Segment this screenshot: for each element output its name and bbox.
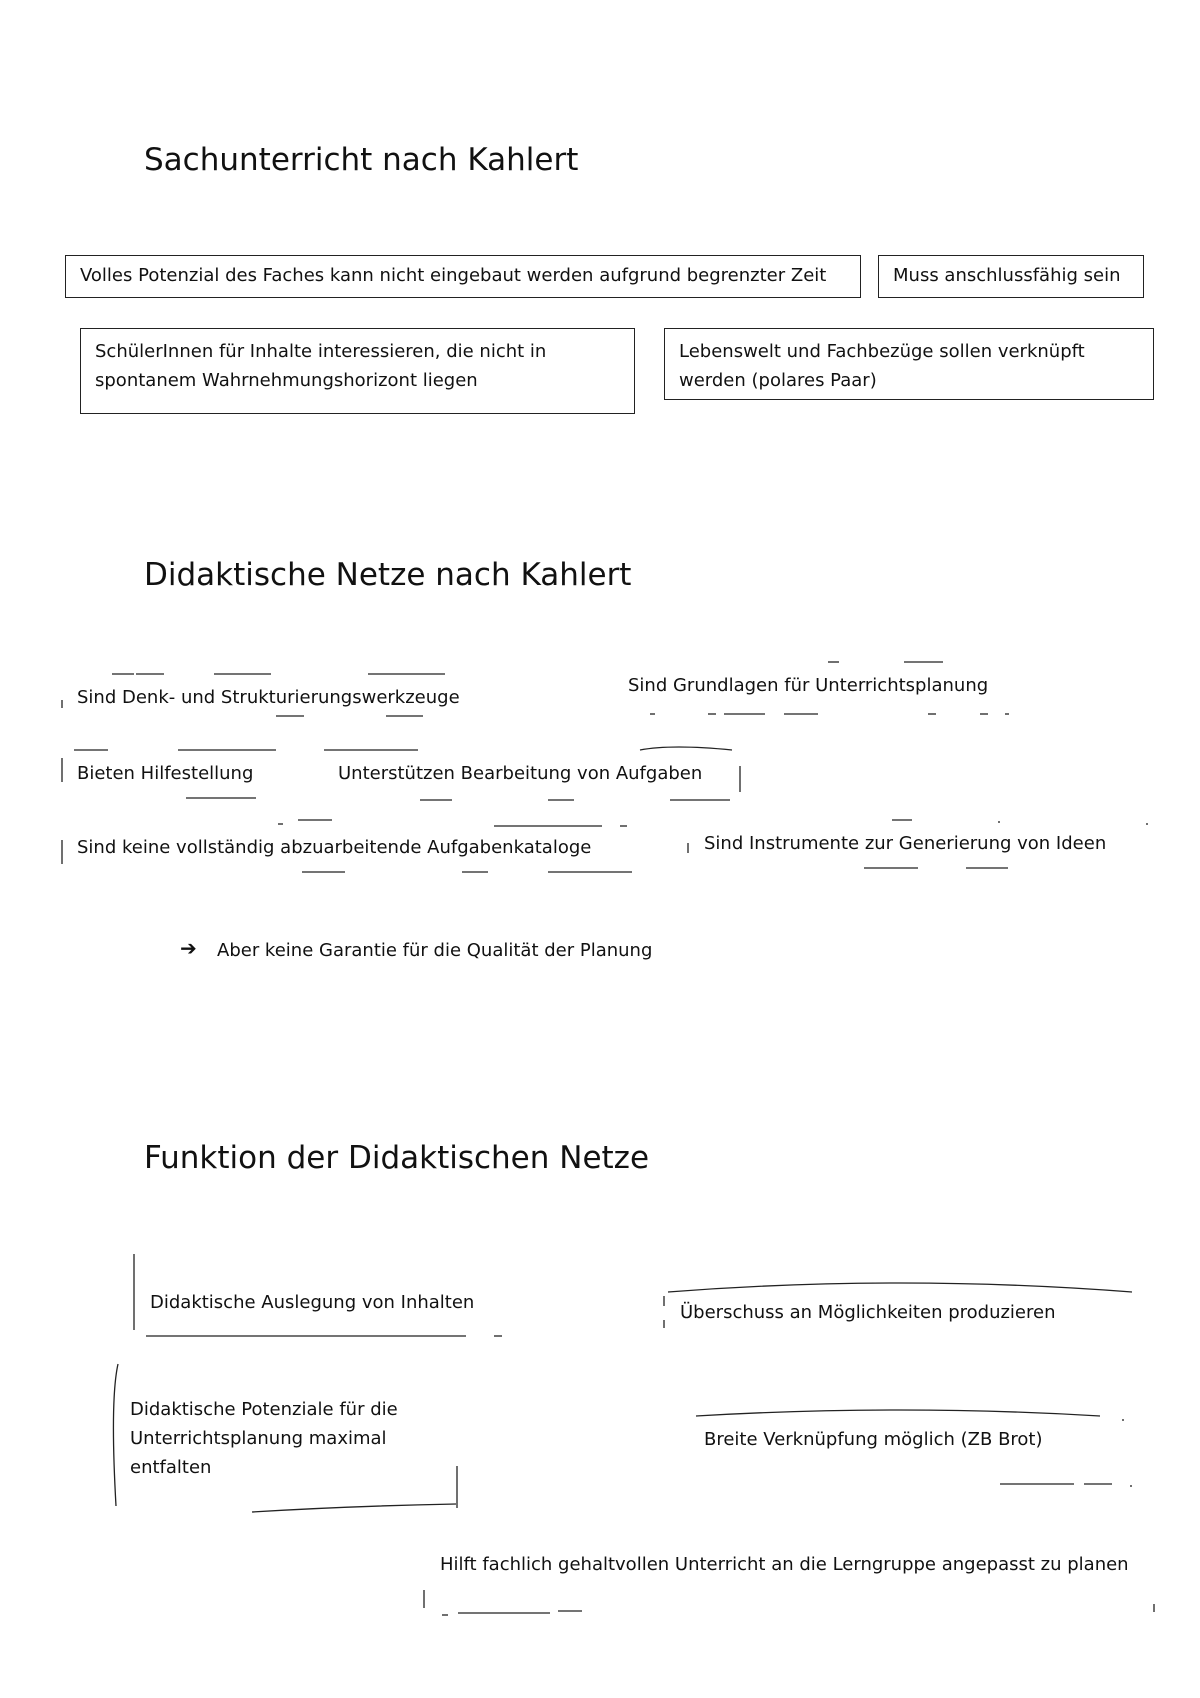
net-item-instrumente: Sind Instrumente zur Generierung von Ideen [704,833,1107,854]
func-item-potenziale: Didaktische Potenziale für die Unterrichtsplanung maximal entfalten [130,1399,398,1478]
box-lebenswelt [664,328,1154,400]
func-item-hilft: Hilft fachlich gehaltvollen Unterricht an die Lerngruppe angepasst zu planen [440,1554,1129,1575]
func-item-auslegung: Didaktische Auslegung von Inhalten [150,1292,475,1313]
box-schueler-interessieren [80,328,635,414]
section-title-funktion: Funktion der Didaktischen Netze [144,1140,650,1176]
box-anschlussfaehig [878,255,1144,298]
box-text: SchülerInnen für Inhalte interessieren, die nicht in spontanem Wahrnehmungshorizont liegen [95,341,547,391]
section-title-sachunterricht: Sachunterricht nach Kahlert [144,142,579,178]
note-keine-garantie: Aber keine Garantie für die Qualität der Planung [217,940,653,961]
net-item-aufgabenkataloge: Sind keine vollständig abzuarbeitende Aufgabenkataloge [77,837,592,858]
func-item-ueberschuss: Überschuss an Möglichkeiten produzieren [680,1302,1056,1323]
box-text: Volles Potenzial des Faches kann nicht eingebaut werden aufgrund begrenzter Zeit [80,265,827,286]
net-item-denkwerkzeuge: Sind Denk- und Strukturierungswerkzeuge [77,687,460,708]
func-item-verknuepfung: Breite Verknüpfung möglich (ZB Brot) [704,1429,1043,1450]
box-text: Lebenswelt und Fachbezüge sollen verknüpft werden (polares Paar) [679,341,1085,391]
section-title-didaktische-netze: Didaktische Netze nach Kahlert [144,557,632,593]
arrow-right-icon: ➔ [180,936,197,960]
box-volles-potenzial [65,255,861,298]
box-text: Muss anschlussfähig sein [893,265,1121,286]
net-item-grundlagen: Sind Grundlagen für Unterrichtsplanung [628,675,989,696]
net-item-hilfestellung: Bieten Hilfestellung [77,763,254,784]
net-item-bearbeitung: Unterstützen Bearbeitung von Aufgaben [338,763,703,784]
